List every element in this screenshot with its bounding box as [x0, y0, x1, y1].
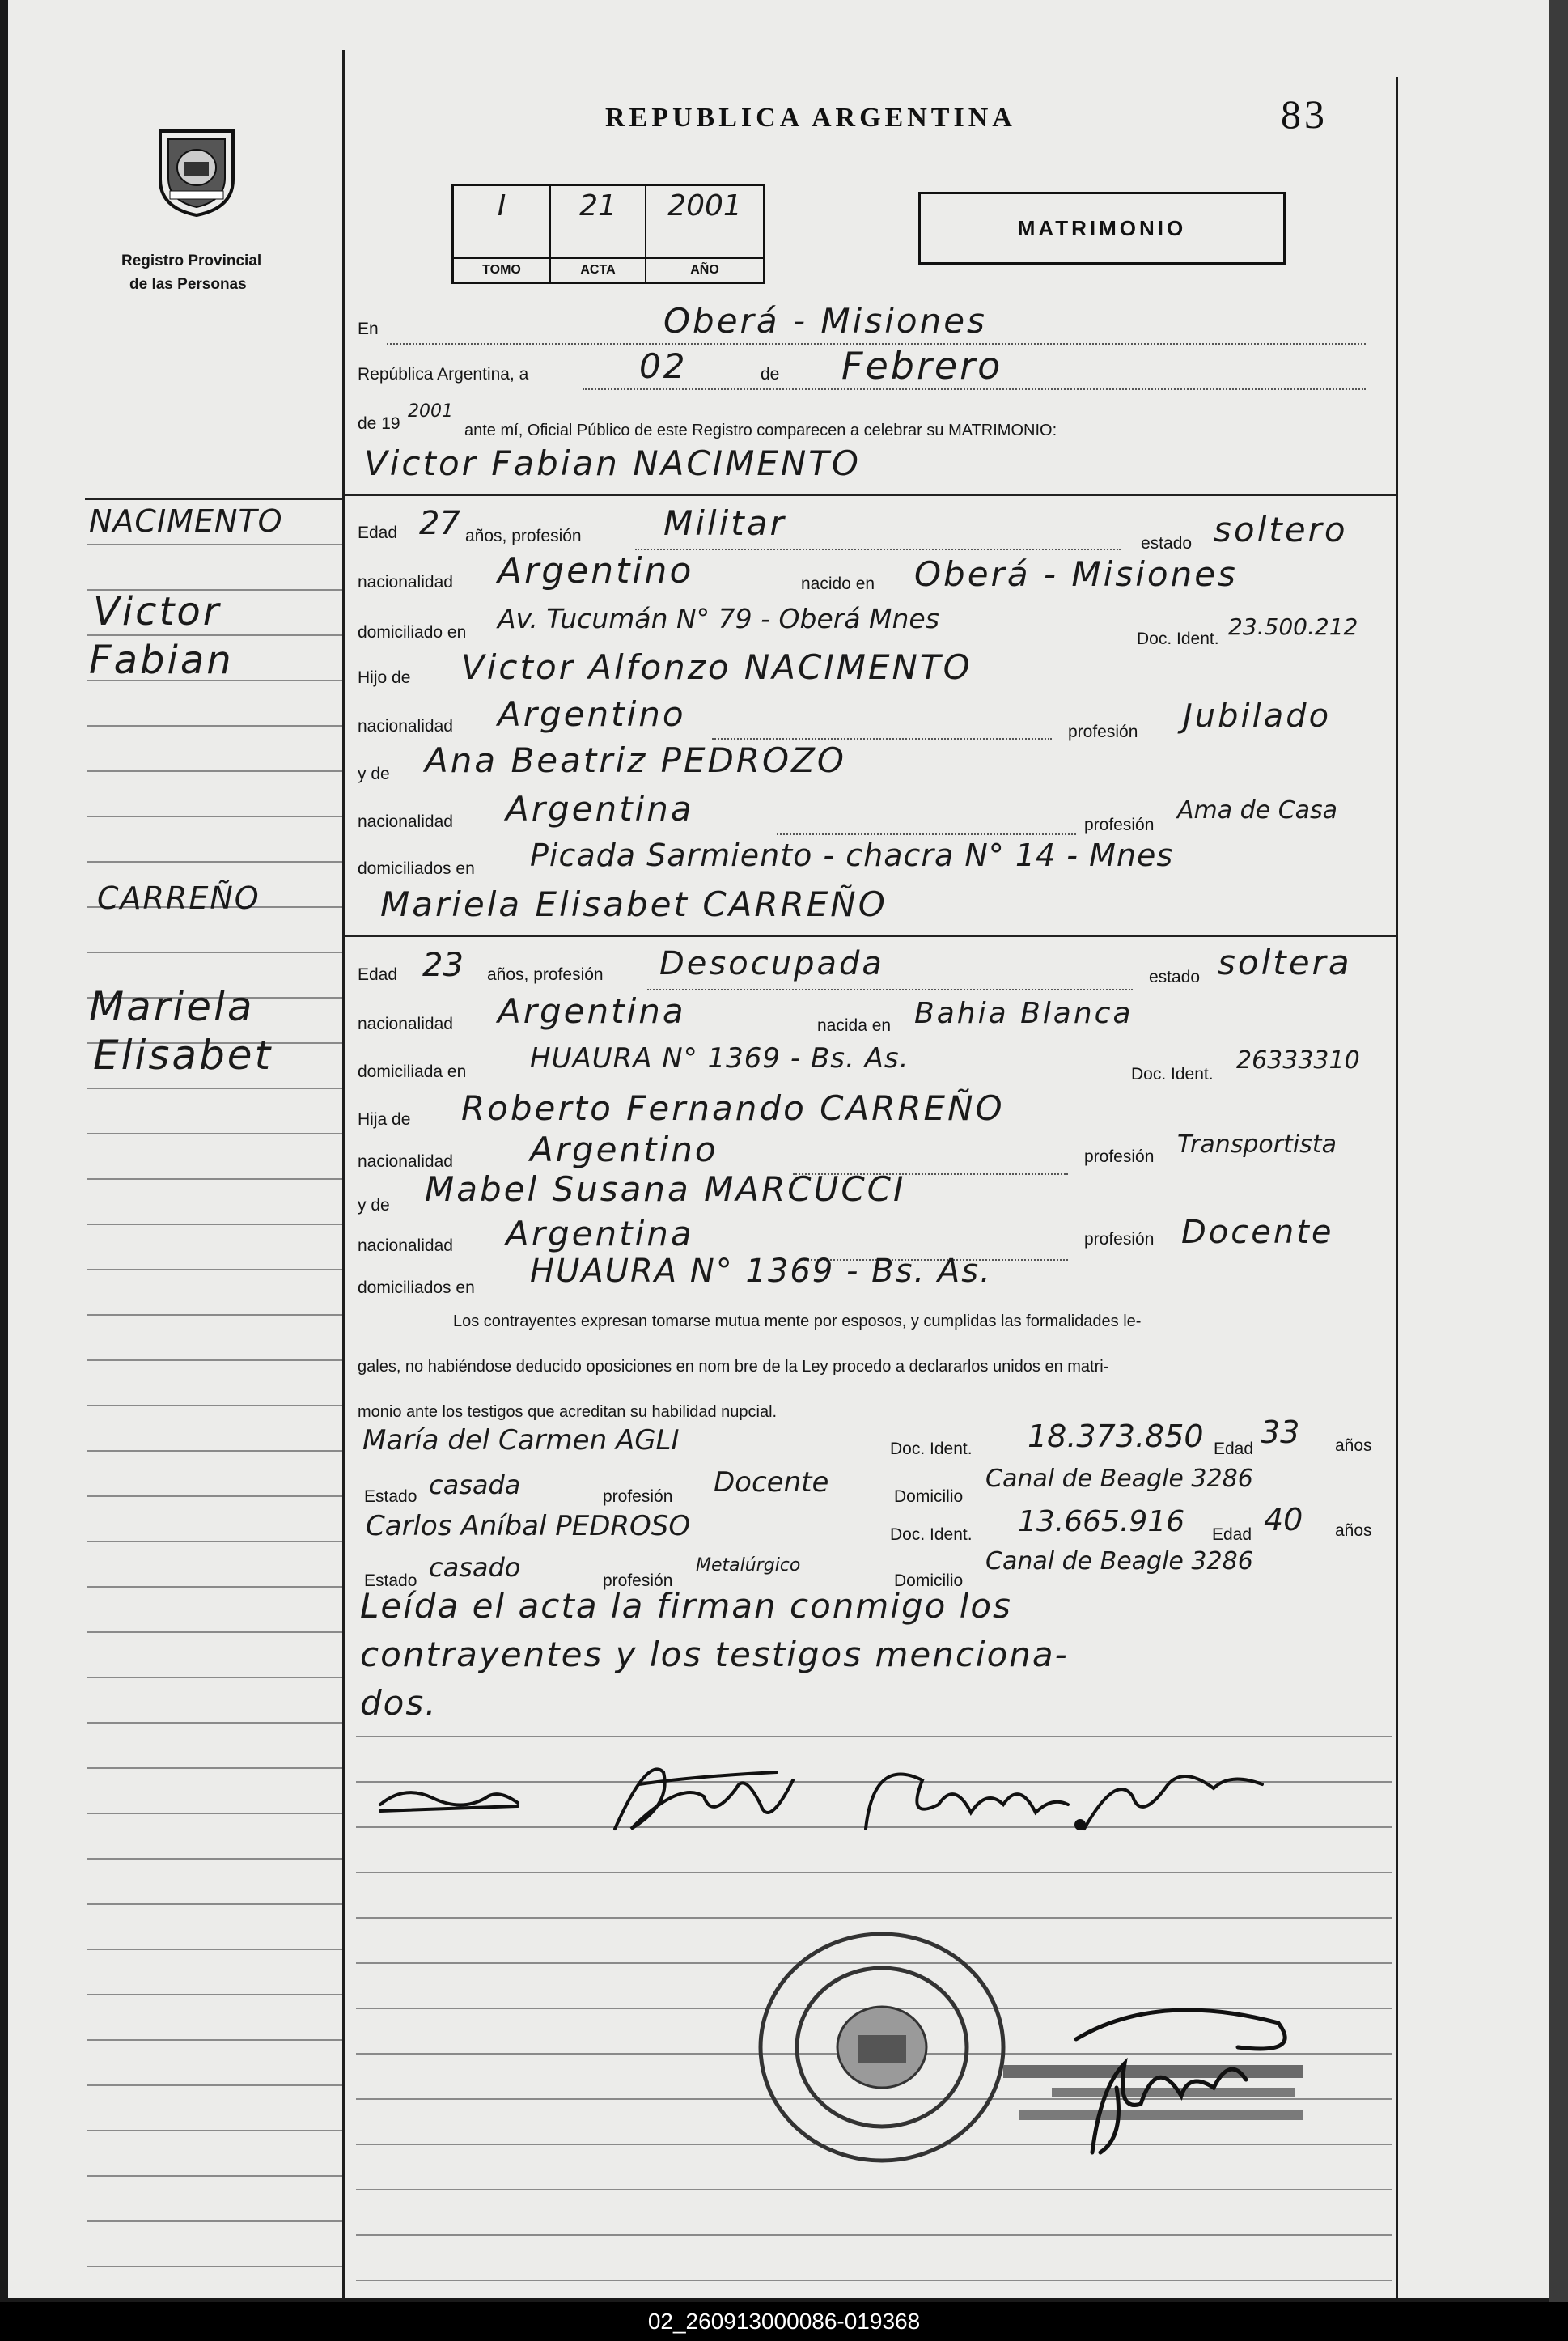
groom-doc-label: Doc. Ident.: [1137, 630, 1219, 648]
margin-rule-line: [87, 1677, 342, 1678]
witness1-dom-label: Domicilio: [894, 1487, 964, 1506]
groom-dom-label: domiciliado en: [358, 623, 467, 642]
acta-label: ACTA: [551, 257, 645, 282]
groom-born-in: Oberá - Misiones: [914, 554, 1238, 594]
groom-mother: Ana Beatriz PEDROZO: [425, 740, 846, 780]
ano-label: AÑO: [646, 257, 763, 282]
bride-dom-label: domiciliada en: [358, 1062, 467, 1081]
witness1-doc-label: Doc. Ident.: [890, 1440, 973, 1458]
margin-rule-line: [87, 1903, 342, 1905]
groom-father: Victor Alfonzo NACIMENTO: [461, 647, 973, 687]
margin-rule-line: [87, 1722, 342, 1724]
place-value: Oberá - Misiones: [663, 301, 987, 341]
margin-rule-line: [87, 1994, 342, 1995]
bride-nationality: Argentina: [498, 991, 686, 1031]
officer-signature-block: [995, 1991, 1335, 2161]
groom-mother-prof-label: profesión: [1084, 816, 1155, 834]
margin-rule-line: [87, 1495, 342, 1497]
left-margin-rule: [342, 50, 345, 2300]
margin-rule-line: [87, 1541, 342, 1542]
witness1-estado-label: Estado: [364, 1487, 417, 1506]
margin-top-rule: [85, 498, 342, 500]
groom-mother-nac-label: nacionalidad: [358, 812, 453, 831]
page-edge: [1549, 0, 1568, 2341]
groom-name: Victor Fabian NACIMENTO: [364, 443, 861, 483]
groom-profession-line: [635, 549, 1121, 550]
declaration-line1: Los contrayentes expresan tomarse mutua mente por esposos, y cumplidas las formalidades le-: [453, 1313, 1142, 1330]
bride-hija-label: Hija de: [358, 1110, 411, 1129]
body-rule-line: [356, 1872, 1392, 1873]
bride-name: Mariela Elisabet CARREÑO: [380, 884, 888, 924]
de-label: de: [761, 365, 780, 384]
body-rule-line: [356, 2280, 1392, 2281]
witness2-estado-label: Estado: [364, 1571, 417, 1590]
body-rule-line: [356, 2189, 1392, 2190]
official-seal-stamp: [752, 1926, 1011, 2169]
groom-mother-profession: Ama de Casa: [1177, 796, 1338, 825]
bride-profession: Desocupada: [659, 945, 884, 982]
bride-born-label: nacida en: [817, 1016, 892, 1035]
witness2-age: 40: [1264, 1502, 1303, 1537]
groom-hijo-label: Hijo de: [358, 668, 411, 687]
bride-mother: Mabel Susana MARCUCCI: [425, 1169, 906, 1209]
record-type-label: MATRIMONIO: [1017, 216, 1187, 240]
margin-groom-surname: NACIMENTO: [89, 503, 283, 539]
groom-section-rule: [345, 494, 1396, 496]
margin-rule-line: [87, 634, 342, 636]
body-rule-line: [356, 2234, 1392, 2236]
date-line: [583, 388, 1366, 390]
groom-age: 27: [419, 505, 460, 542]
witness1-status: casada: [429, 1469, 521, 1500]
bride-mother-profession: Docente: [1181, 1214, 1334, 1251]
acta-value: 21: [579, 189, 617, 223]
margin-rule-line: [87, 1767, 342, 1769]
margin-rule-line: [87, 952, 342, 953]
record-type-box: [918, 192, 1286, 265]
margin-rule-line: [87, 1405, 342, 1406]
bride-father-profession: Transportista: [1177, 1130, 1337, 1159]
margin-rule-line: [87, 1359, 342, 1361]
witness1-prof-label: profesión: [603, 1487, 673, 1506]
margin-rule-line: [87, 1813, 342, 1814]
witness2-dom-label: Domicilio: [894, 1571, 964, 1590]
margin-rule-line: [87, 861, 342, 863]
groom-father-prof-label: profesión: [1068, 723, 1138, 741]
margin-rule-line: [87, 1631, 342, 1633]
margin-rule-line: [87, 2039, 342, 2041]
closing-line1: Leída el acta la firman conmigo los: [360, 1586, 1012, 1626]
margin-rule-line: [87, 770, 342, 772]
image-identifier: 02_260913000086-019368: [0, 2302, 1568, 2341]
margin-rule-line: [87, 725, 342, 727]
groom-born-label: nacido en: [801, 575, 875, 593]
bride-age: 23: [422, 947, 464, 984]
acta-cell: [551, 186, 646, 282]
bride-born-in: Bahia Blanca: [914, 997, 1134, 1030]
groom-address: Av. Tucumán N° 79 - Oberá Mnes: [498, 603, 939, 634]
margin-groom-given2: Fabian: [89, 638, 234, 683]
bride-address: HUAURA N° 1369 - Bs. As.: [530, 1042, 909, 1075]
groom-father-line: [712, 738, 1052, 740]
witness1-name: María del Carmen AGLI: [362, 1424, 680, 1457]
groom-father-nationality: Argentino: [498, 694, 686, 734]
bride-estado-label: estado: [1149, 968, 1201, 986]
ano-value: 2001: [667, 189, 742, 223]
groom-doc: 23.500.212: [1228, 613, 1358, 640]
witness1-doc: 18.373.850: [1028, 1419, 1204, 1454]
witness2-address: Canal de Beagle 3286: [985, 1547, 1253, 1576]
bride-mother-nac-label: nacionalidad: [358, 1236, 453, 1255]
margin-bride-given2: Elisabet: [93, 1032, 273, 1079]
groom-edad-label: Edad: [358, 524, 398, 542]
bride-profession-line: [647, 989, 1133, 990]
bride-edad-label: Edad: [358, 965, 398, 984]
bride-father-nac-label: nacionalidad: [358, 1152, 453, 1171]
margin-rule-line: [87, 1949, 342, 1950]
groom-yde-label: y de: [358, 765, 390, 783]
bride-civil-status: soltera: [1218, 943, 1352, 982]
margin-rule-line: [87, 1314, 342, 1316]
closing-line3: dos.: [360, 1683, 438, 1723]
right-margin-rule: [1396, 77, 1398, 2298]
bride-nac-label: nacionalidad: [358, 1015, 453, 1033]
witness2-name: Carlos Aníbal PEDROSO: [366, 1510, 691, 1542]
margin-rule-line: [87, 2084, 342, 2086]
month-value: Febrero: [841, 344, 1003, 388]
witness1-profession: Docente: [714, 1466, 829, 1499]
margin-rule-line: [87, 816, 342, 817]
margin-rule-line: [87, 2130, 342, 2131]
closing-line2: contrayentes y los testigos menciona-: [360, 1635, 1069, 1674]
groom-estado-label: estado: [1141, 534, 1193, 553]
groom-civil-status: soltero: [1214, 510, 1348, 549]
groom-mother-line: [777, 833, 1076, 835]
groom-nationality: Argentino: [498, 550, 694, 592]
margin-rule-line: [87, 1224, 342, 1225]
registry-name-line1: Registro Provincial: [121, 252, 262, 269]
margin-rule-line: [87, 2175, 342, 2177]
bride-father-prof-label: profesión: [1084, 1147, 1155, 1166]
margin-rule-line: [87, 1586, 342, 1588]
page-number: 83: [1281, 91, 1328, 137]
groom-father-profession: Jubilado: [1183, 698, 1332, 735]
signatures: [356, 1707, 1408, 1869]
declaration-line3: monio ante los testigos que acreditan su habilidad nupcial.: [358, 1403, 778, 1421]
witness2-doc: 13.665.916: [1018, 1505, 1185, 1538]
bride-yde-label: y de: [358, 1196, 390, 1215]
ano-cell: [646, 186, 763, 282]
margin-bride-given1: Mariela: [89, 983, 255, 1030]
country-heading: REPUBLICA ARGENTINA: [605, 103, 1016, 133]
year-prefix: de 19: [358, 414, 400, 433]
bride-parents-dom-label: domiciliados en: [358, 1279, 475, 1297]
groom-profession: Militar: [663, 503, 786, 543]
witness2-doc-label: Doc. Ident.: [890, 1525, 973, 1544]
witness2-profession: Metalúrgico: [696, 1555, 801, 1576]
margin-rule-line: [87, 1858, 342, 1860]
bride-mother-nationality: Argentina: [506, 1214, 694, 1253]
margin-bride-surname: CARREÑO: [97, 880, 261, 916]
groom-parents-address: Picada Sarmiento - chacra N° 14 - Mnes: [530, 838, 1174, 873]
bride-father: Roberto Fernando CARREÑO: [461, 1088, 1005, 1128]
bride-father-nationality: Argentino: [530, 1130, 718, 1169]
bride-mother-prof-label: profesión: [1084, 1230, 1155, 1249]
tomo-cell: [454, 186, 551, 282]
groom-mother-nationality: Argentina: [506, 789, 694, 829]
body-rule-line: [356, 1917, 1392, 1919]
record-number-box: [451, 184, 765, 284]
margin-rule-line: [87, 2266, 342, 2267]
year-value: 2001: [408, 401, 453, 422]
appearance-text: ante mí, Oficial Público de este Registro comparecen a celebrar su MATRIMONIO:: [464, 422, 1057, 439]
tomo-value: I: [497, 189, 506, 223]
witness2-status: casado: [429, 1552, 521, 1583]
margin-rule-line: [87, 544, 342, 545]
margin-rule-line: [87, 1269, 342, 1270]
witness2-edad-label: Edad: [1212, 1525, 1252, 1544]
groom-anos-prof-label: años, profesión: [465, 527, 582, 545]
margin-rule-line: [87, 2220, 342, 2222]
bride-parents-address: HUAURA N° 1369 - Bs. As.: [530, 1253, 992, 1290]
groom-parents-dom-label: domiciliados en: [358, 859, 475, 878]
declaration-line2: gales, no habiéndose deducido oposiciones en nom bre de la Ley procedo a declararlos unidos en matri-: [358, 1358, 1109, 1376]
day-value: 02: [639, 346, 688, 386]
witness1-address: Canal de Beagle 3286: [985, 1465, 1253, 1493]
margin-rule-line: [87, 1133, 342, 1134]
witness2-prof-label: profesión: [603, 1571, 673, 1590]
tomo-label: TOMO: [454, 257, 549, 282]
bride-doc: 26333310: [1236, 1046, 1360, 1075]
witness1-age: 33: [1261, 1414, 1300, 1450]
groom-nac-label: nacionalidad: [358, 573, 453, 592]
witness1-anos-label: años: [1335, 1436, 1372, 1455]
margin-rule-line: [87, 1088, 342, 1089]
witness1-edad-label: Edad: [1214, 1440, 1254, 1458]
margin-groom-given1: Victor: [93, 589, 222, 634]
witness2-anos-label: años: [1335, 1521, 1372, 1540]
bride-doc-label: Doc. Ident.: [1131, 1065, 1214, 1084]
registry-name-line2: de las Personas: [129, 276, 247, 293]
margin-rule-line: [87, 1450, 342, 1452]
en-label: En: [358, 320, 379, 338]
bride-anos-prof-label: años, profesión: [487, 965, 604, 984]
bride-section-rule: [345, 935, 1396, 937]
margin-rule-line: [87, 1178, 342, 1180]
registry-seal-icon: [154, 123, 239, 218]
republic-label: República Argentina, a: [358, 365, 529, 384]
groom-father-nac-label: nacionalidad: [358, 717, 453, 736]
